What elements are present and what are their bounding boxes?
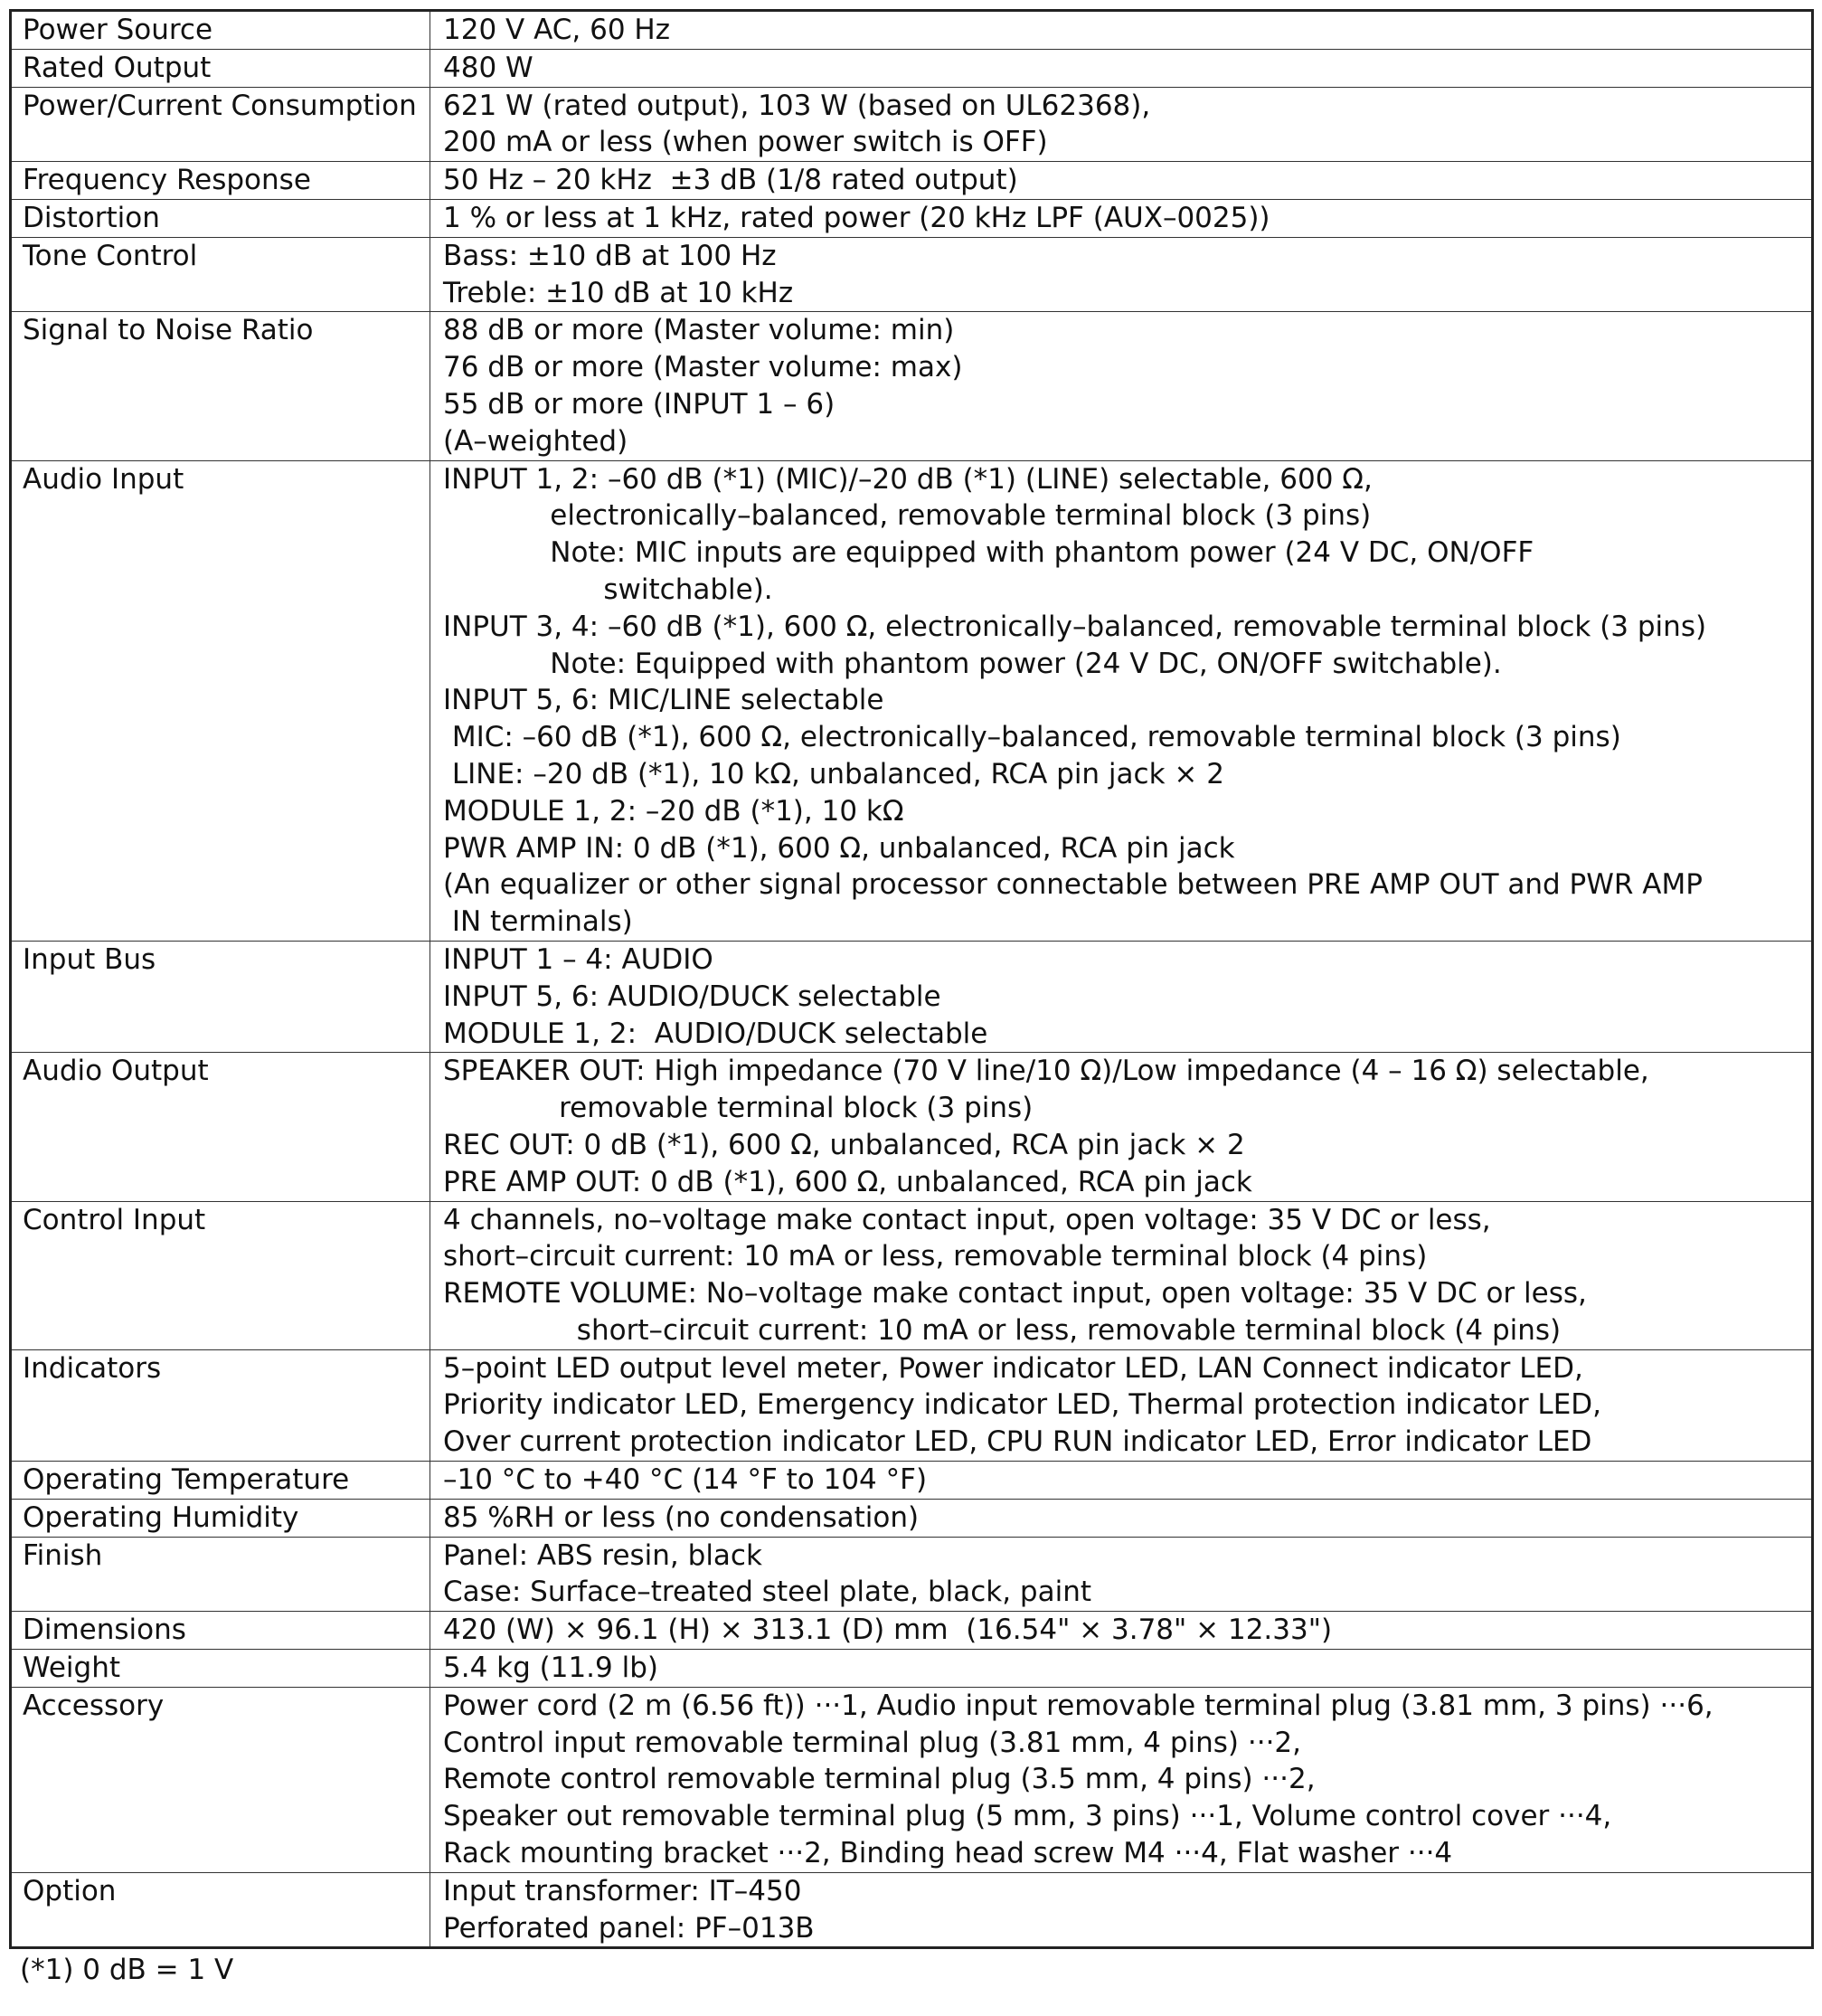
spec-label: Dimensions bbox=[11, 1612, 430, 1650]
spec-label: Power Source bbox=[11, 11, 430, 50]
spec-value-line: REMOTE VOLUME: No–voltage make contact input, open voltage: 35 V DC or less, bbox=[443, 1277, 1587, 1311]
spec-value-line: Remote control removable terminal plug (3.5 mm, 4 pins) ···2, bbox=[443, 1763, 1316, 1796]
footnote: (*1) 0 dB = 1 V bbox=[20, 1954, 234, 1986]
spec-value bbox=[430, 1499, 1813, 1537]
spec-row bbox=[11, 941, 1813, 1052]
spec-row bbox=[11, 1650, 1813, 1688]
spec-label: Operating Temperature bbox=[11, 1462, 430, 1500]
spec-value-line: LINE: –20 dB (*1), 10 kΩ, unbalanced, RCA pin jack × 2 bbox=[443, 757, 1224, 790]
spec-row bbox=[11, 1537, 1813, 1612]
spec-value-line: 76 dB or more (Master volume: max) bbox=[443, 351, 963, 384]
spec-row bbox=[11, 237, 1813, 312]
spec-label: Control Input bbox=[11, 1201, 430, 1349]
spec-row bbox=[11, 49, 1813, 87]
spec-value-line: Over current protection indicator LED, CPU RUN indicator LED, Error indicator LED bbox=[443, 1425, 1592, 1459]
spec-label: Power/Current Consumption bbox=[11, 87, 430, 162]
spec-value-line: 5.4 kg (11.9 lb) bbox=[443, 1652, 658, 1685]
spec-value-line: SPEAKER OUT: High impedance (70 V line/10 Ω)/Low impedance (4 – 16 Ω) selectable, bbox=[443, 1055, 1649, 1088]
spec-value-line: –10 °C to +40 °C (14 °F to 104 °F) bbox=[443, 1463, 928, 1497]
spec-value-line: INPUT 5, 6: MIC/LINE selectable bbox=[443, 684, 884, 717]
spec-label: Indicators bbox=[11, 1349, 430, 1461]
spec-value bbox=[430, 1537, 1813, 1612]
spec-value-line: 200 mA or less (when power switch is OFF) bbox=[443, 126, 1048, 159]
spec-value-line: 50 Hz – 20 kHz ±3 dB (1/8 rated output) bbox=[443, 164, 1018, 197]
spec-label: Finish bbox=[11, 1537, 430, 1612]
spec-value-line: 120 V AC, 60 Hz bbox=[443, 14, 670, 46]
spec-row bbox=[11, 11, 1813, 50]
spec-value bbox=[430, 1687, 1813, 1872]
spec-value-line: Perforated panel: PF–013B bbox=[443, 1911, 815, 1945]
spec-label: Operating Humidity bbox=[11, 1499, 430, 1537]
spec-value-line: 85 %RH or less (no condensation) bbox=[443, 1500, 920, 1534]
spec-value bbox=[430, 11, 1813, 50]
spec-label: Input Bus bbox=[11, 941, 430, 1052]
spec-value-line: PWR AMP IN: 0 dB (*1), 600 Ω, unbalanced, RCA pin jack bbox=[443, 831, 1235, 865]
spec-value-line: short–circuit current: 10 mA or less, removable terminal block (4 pins) bbox=[443, 1240, 1428, 1273]
spec-value-line: Bass: ±10 dB at 100 Hz bbox=[443, 239, 777, 272]
spec-value-line: Input transformer: IT–450 bbox=[443, 1874, 802, 1907]
spec-value-line: 420 (W) × 96.1 (H) × 313.1 (D) mm (16.54" × 3.78" × 12.33") bbox=[443, 1614, 1333, 1647]
spec-value-line: Speaker out removable terminal plug (5 mm, 3 pins) ···1, Volume control cover ···4, bbox=[443, 1800, 1612, 1833]
spec-row bbox=[11, 1872, 1813, 1948]
spec-label: Weight bbox=[11, 1650, 430, 1688]
spec-row bbox=[11, 1687, 1813, 1872]
spec-value bbox=[430, 162, 1813, 200]
spec-row bbox=[11, 1462, 1813, 1500]
spec-value-line: Treble: ±10 dB at 10 kHz bbox=[443, 276, 794, 309]
spec-label: Tone Control bbox=[11, 237, 430, 312]
spec-value-line: INPUT 1, 2: –60 dB (*1) (MIC)/–20 dB (*1) (LINE) selectable, 600 Ω, bbox=[443, 462, 1373, 496]
spec-value-line: 4 channels, no–voltage make contact input, open voltage: 35 V DC or less, bbox=[443, 1203, 1491, 1236]
spec-value-line: removable terminal block (3 pins) bbox=[443, 1092, 1034, 1125]
spec-value bbox=[430, 1612, 1813, 1650]
spec-value-line: Note: Equipped with phantom power (24 V DC, ON/OFF switchable). bbox=[443, 647, 1502, 680]
spec-value-line: REC OUT: 0 dB (*1), 600 Ω, unbalanced, RCA pin jack × 2 bbox=[443, 1128, 1245, 1161]
spec-value bbox=[430, 1872, 1813, 1948]
spec-row bbox=[11, 460, 1813, 941]
spec-label: Frequency Response bbox=[11, 162, 430, 200]
spec-row bbox=[11, 1349, 1813, 1461]
spec-label: Option bbox=[11, 1872, 430, 1948]
spec-value-line: (An equalizer or other signal processor connectable between PRE AMP OUT and PWR AMP bbox=[443, 868, 1703, 902]
spec-value bbox=[430, 1201, 1813, 1349]
spec-label: Rated Output bbox=[11, 49, 430, 87]
spec-value-line: switchable). bbox=[443, 573, 773, 606]
spec-value bbox=[430, 87, 1813, 162]
spec-label: Audio Output bbox=[11, 1053, 430, 1201]
spec-value-line: PRE AMP OUT: 0 dB (*1), 600 Ω, unbalanced, RCA pin jack bbox=[443, 1165, 1252, 1198]
spec-value-line: Priority indicator LED, Emergency indicator LED, Thermal protection indicator LED, bbox=[443, 1388, 1602, 1422]
spec-value-line: 55 dB or more (INPUT 1 – 6) bbox=[443, 387, 835, 421]
spec-row bbox=[11, 199, 1813, 237]
specifications-table bbox=[9, 9, 1814, 1949]
spec-row bbox=[11, 1499, 1813, 1537]
spec-value-line: Note: MIC inputs are equipped with phantom power (24 V DC, ON/OFF bbox=[443, 536, 1534, 570]
spec-value bbox=[430, 1650, 1813, 1688]
spec-row bbox=[11, 87, 1813, 162]
spec-value-line: 5–point LED output level meter, Power indicator LED, LAN Connect indicator LED, bbox=[443, 1351, 1583, 1385]
spec-value-line: 1 % or less at 1 kHz, rated power (20 kHz LPF (AUX–0025)) bbox=[443, 201, 1270, 234]
spec-row bbox=[11, 1053, 1813, 1201]
spec-value-line: INPUT 1 – 4: AUDIO bbox=[443, 942, 713, 976]
spec-label: Audio Input bbox=[11, 460, 430, 941]
spec-value-line: INPUT 3, 4: –60 dB (*1), 600 Ω, electronically–balanced, removable terminal block (3 pins) bbox=[443, 610, 1707, 643]
spec-value bbox=[430, 941, 1813, 1052]
spec-value-line: electronically–balanced, removable terminal block (3 pins) bbox=[443, 499, 1372, 533]
specifications-table-body bbox=[11, 11, 1813, 1948]
spec-value-line: 480 W bbox=[443, 51, 533, 84]
spec-value-line: Rack mounting bracket ···2, Binding head screw M4 ···4, Flat washer ···4 bbox=[443, 1837, 1453, 1870]
spec-value-line: MODULE 1, 2: –20 dB (*1), 10 kΩ bbox=[443, 794, 904, 828]
spec-row bbox=[11, 1201, 1813, 1349]
spec-value bbox=[430, 237, 1813, 312]
spec-label: Accessory bbox=[11, 1687, 430, 1872]
spec-value-line: Panel: ABS resin, black bbox=[443, 1538, 762, 1572]
spec-row bbox=[11, 162, 1813, 200]
spec-value-line: Control input removable terminal plug (3.81 mm, 4 pins) ···2, bbox=[443, 1726, 1302, 1759]
spec-value bbox=[430, 1053, 1813, 1201]
spec-row bbox=[11, 312, 1813, 460]
spec-row bbox=[11, 1612, 1813, 1650]
spec-value-line: 88 dB or more (Master volume: min) bbox=[443, 314, 955, 347]
spec-value-line: Case: Surface–treated steel plate, black, paint bbox=[443, 1576, 1092, 1609]
spec-value-line: IN terminals) bbox=[443, 905, 633, 939]
spec-value bbox=[430, 460, 1813, 941]
spec-value-line: INPUT 5, 6: AUDIO/DUCK selectable bbox=[443, 980, 941, 1013]
spec-value-line: short–circuit current: 10 mA or less, removable terminal block (4 pins) bbox=[443, 1313, 1562, 1347]
spec-label: Signal to Noise Ratio bbox=[11, 312, 430, 460]
spec-value bbox=[430, 312, 1813, 460]
spec-sheet bbox=[9, 9, 1814, 1949]
spec-value-line: Power cord (2 m (6.56 ft)) ···1, Audio input removable terminal plug (3.81 mm, 3 pins) ···6, bbox=[443, 1689, 1713, 1722]
spec-value bbox=[430, 1462, 1813, 1500]
spec-value-line: MODULE 1, 2: AUDIO/DUCK selectable bbox=[443, 1017, 988, 1050]
spec-value bbox=[430, 49, 1813, 87]
spec-value-line: (A–weighted) bbox=[443, 424, 628, 458]
spec-value-line: 621 W (rated output), 103 W (based on UL62368), bbox=[443, 89, 1151, 122]
spec-value-line: MIC: –60 dB (*1), 600 Ω, electronically–balanced, removable terminal block (3 pins) bbox=[443, 721, 1621, 754]
spec-value bbox=[430, 1349, 1813, 1461]
spec-label: Distortion bbox=[11, 199, 430, 237]
spec-value bbox=[430, 199, 1813, 237]
